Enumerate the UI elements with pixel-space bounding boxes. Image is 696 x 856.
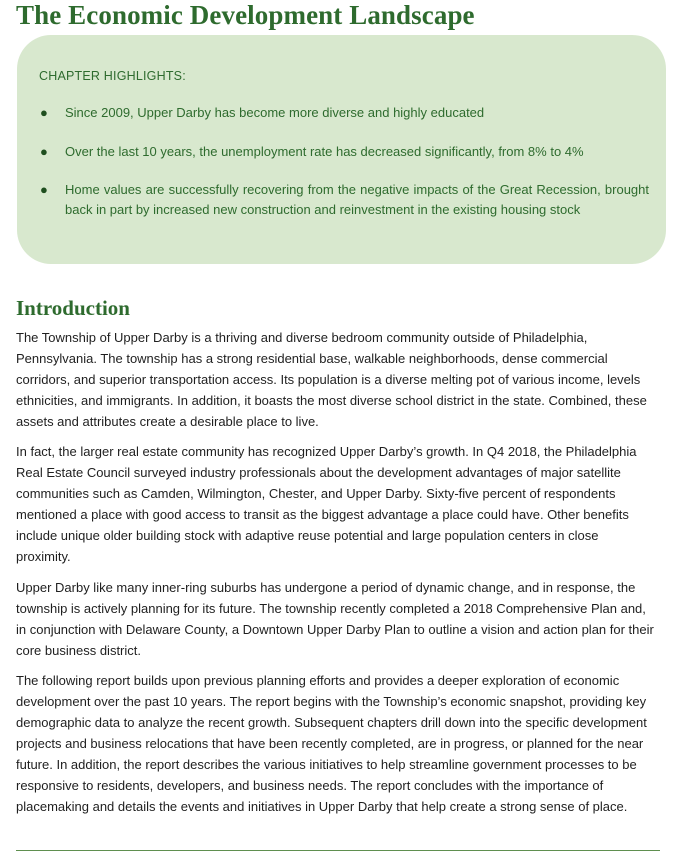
chapter-highlights-box bbox=[17, 35, 666, 264]
introduction-paragraph: The Township of Upper Darby is a thriving and diverse bedroom community outside of Philadelphia, Pennsylvania. The township has a strong residential base, walkable neighborhoods, dense commercial corridors, and superior transportation access. Its population is a diverse melting pot of various income, levels ethnicities, and immigrants. In addition, it boasts the most diverse school district in the state. Combined, these assets and attributes create a desirable place to live. bbox=[16, 330, 647, 429]
highlight-item bbox=[40, 180, 649, 220]
chapter-highlights-heading: CHAPTER HIGHLIGHTS: bbox=[39, 69, 186, 83]
highlight-text: Since 2009, Upper Darby has become more diverse and highly educated bbox=[65, 105, 485, 120]
page-title: The Economic Development Landscape bbox=[16, 0, 475, 30]
highlight-text: Over the last 10 years, the unemployment rate has decreased significantly, from 8% to 4% bbox=[65, 144, 584, 159]
introduction-heading: Introduction bbox=[16, 296, 130, 320]
highlight-text: Home values are successfully recovering from the negative impacts of the Great Recession, brought back in part by increased new construction and reinvestment in the existing housing stock bbox=[65, 182, 649, 217]
introduction-paragraph: Upper Darby like many inner-ring suburbs has undergone a period of dynamic change, and in response, the township is actively planning for its future. The township recently completed a 2018 Comprehensive Plan and, in conjunction with Delaware County, a Downtown Upper Darby Plan to outline a vision and action plan for their core business district. bbox=[16, 580, 654, 658]
introduction-paragraph: The following report builds upon previous planning efforts and provides a deeper exploration of economic development over the past 10 years. The report begins with the Township’s economic snapshot, providing key demographic data to analyze the recent growth. Subsequent chapters drill down into the specific development projects and business relocations that have been recently completed, are in progress, or planned for the near future. In addition, the report describes the various initiatives to help streamline government processes to be responsive to residents, developers, and business needs. The report concludes with the importance of placemaking and details the events and initiatives in Upper Darby that help create a strong sense of place. bbox=[16, 673, 647, 814]
introduction-paragraph: In fact, the larger real estate community has recognized Upper Darby’s growth. In Q4 2018, the Philadelphia Real Estate Council surveyed industry professionals about the development advantages of major satellite communities such as Camden, Wilmington, Chester, and Upper Darby. Sixty-five percent of respondents mentioned a place with good access to transit as the biggest advantage a place could have. Other benefits include unique older building stock with adaptive reuse potential and large population centers in close proximity. bbox=[16, 444, 637, 564]
bullet-icon: ● bbox=[40, 105, 48, 120]
highlight-item bbox=[40, 103, 649, 123]
bullet-icon: ● bbox=[40, 144, 48, 159]
bottom-divider bbox=[16, 850, 660, 851]
bullet-icon: ● bbox=[40, 182, 48, 197]
highlight-item bbox=[40, 142, 649, 162]
